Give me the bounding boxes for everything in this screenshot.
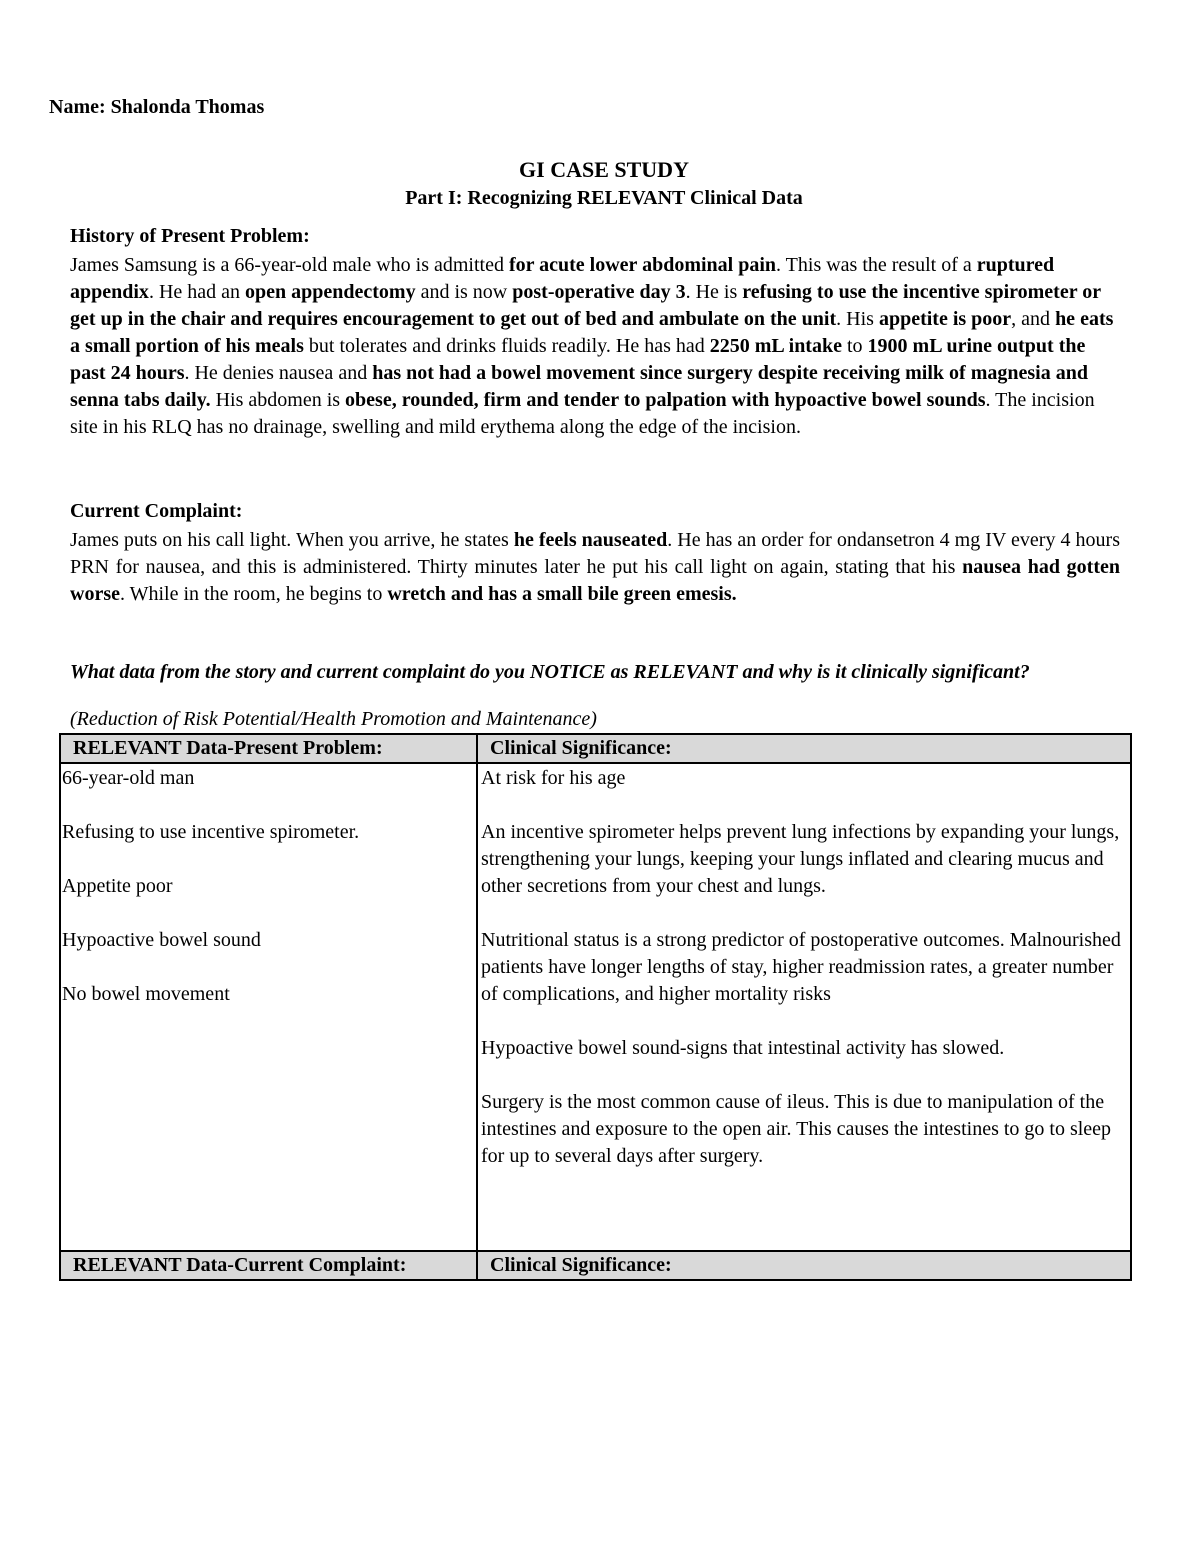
body-text: . This was the result of a (776, 254, 977, 276)
emphasized-text: 2250 mL intake (709, 335, 842, 357)
emphasized-text: he feels nauseated (513, 529, 668, 551)
emphasized-text: refusing to use the incentive spirometer or get up in the chair and requires encouragement to get out of bed and ambulate on the unit (70, 281, 1101, 330)
header-clinical-significance (477, 734, 1131, 763)
emphasized-text: open appendectomy (245, 281, 416, 303)
relevant-data-list (61, 764, 476, 1035)
body-text: . He is (685, 281, 743, 303)
document-title: GI CASE STUDY (519, 157, 689, 182)
clinical-significance-item: Nutritional status is a strong predictor of postoperative outcomes. Malnourished patients have longer lengths of stay, higher readmission rates, a greater number of complications, and higher mortality risks (481, 929, 1121, 1005)
table-header-row (60, 1251, 1131, 1280)
body-text: . He had an (148, 281, 246, 303)
history-paragraph (70, 252, 1120, 441)
document-subtitle: Part I: Recognizing RELEVANT Clinical Data (405, 187, 803, 209)
emphasized-text: post-operative day 3 (512, 281, 686, 303)
body-text: . He denies nausea and (184, 362, 373, 384)
emphasized-text: appetite is poor (878, 308, 1012, 330)
body-text: and is now (415, 281, 513, 303)
complaint-heading: Current Complaint: (70, 500, 243, 522)
relevant-data-item: Refusing to use incentive spirometer. (62, 821, 360, 843)
body-text: , and (1011, 308, 1056, 330)
relevant-data-item: No bowel movement (62, 983, 230, 1005)
header-label: Clinical Significance: (490, 737, 672, 759)
emphasized-text: wretch and has a small bile green emesis. (387, 583, 737, 605)
relevant-data-cell (60, 763, 477, 1251)
body-text: to (841, 335, 868, 357)
relevant-data-item: Appetite poor (62, 875, 173, 897)
body-text: . The incision site in his RLQ has no drainage, swelling and mild erythema along the edge of the incision. (70, 389, 1095, 438)
body-text: . While in the room, he begins to (119, 583, 388, 605)
emphasized-text: obese, rounded, firm and tender to palpation with hypoactive bowel sounds (345, 389, 986, 411)
table-body-row (60, 763, 1131, 1251)
header-label: RELEVANT Data-Present Problem: (73, 737, 383, 759)
emphasized-text: 1900 mL urine output the past 24 hours (70, 335, 1086, 384)
header-relevant-data-complaint (60, 1251, 477, 1280)
body-text: . His (836, 308, 879, 330)
relevant-data-item: 66-year-old man (62, 767, 195, 789)
emphasized-text: nausea had gotten worse (70, 556, 1120, 605)
clinical-significance-cell (477, 763, 1131, 1251)
clinical-significance-list (478, 764, 1130, 1170)
header-clinical-significance (477, 1251, 1131, 1280)
history-heading: History of Present Problem: (70, 225, 310, 247)
relevant-data-table (59, 733, 1132, 1281)
emphasized-text: ruptured appendix (70, 254, 1055, 303)
body-text: James Samsung is a 66-year-old male who is admitted (70, 254, 509, 276)
relevance-question: What data from the story and current complaint do you NOTICE as RELEVANT and why is it clinically significant? (70, 661, 1030, 683)
header-relevant-data-present (60, 734, 477, 763)
clinical-significance-item: Hypoactive bowel sound-signs that intestinal activity has slowed. (481, 1037, 1005, 1059)
complaint-paragraph (70, 527, 1120, 608)
body-text: but tolerates and drinks fluids readily. He has had (303, 335, 710, 357)
body-text: James puts on his call light. When you arrive, he states (70, 529, 514, 551)
question-note: (Reduction of Risk Potential/Health Promotion and Maintenance) (70, 708, 597, 730)
clinical-significance-item: At risk for his age (481, 767, 626, 789)
table-header-row (60, 734, 1131, 763)
header-label: RELEVANT Data-Current Complaint: (73, 1254, 407, 1276)
relevant-data-item: Hypoactive bowel sound (62, 929, 261, 951)
header-label: Clinical Significance: (490, 1254, 672, 1276)
clinical-significance-item: An incentive spirometer helps prevent lung infections by expanding your lungs, strengthening your lungs, keeping your lungs inflated and clearing mucus and other secretions from your chest and lungs. (481, 821, 1120, 897)
student-name: Name: Shalonda Thomas (49, 96, 265, 118)
emphasized-text: he eats a small portion of his meals (70, 308, 1114, 357)
body-text: His abdomen is (210, 389, 346, 411)
emphasized-text: for acute lower abdominal pain (508, 254, 777, 276)
emphasized-text: has not had a bowel movement since surgery despite receiving milk of magnesia and senna tabs daily. (70, 362, 1088, 411)
body-text: . He has an order for ondansetron 4 mg IV every 4 hours PRN for nausea, and this is administered. Thirty minutes later he put his call light on again, stating that his (70, 529, 1120, 578)
clinical-significance-item: Surgery is the most common cause of ileus. This is due to manipulation of the intestines and exposure to the open air. This causes the intestines to go to sleep for up to several days after surgery. (481, 1091, 1112, 1167)
